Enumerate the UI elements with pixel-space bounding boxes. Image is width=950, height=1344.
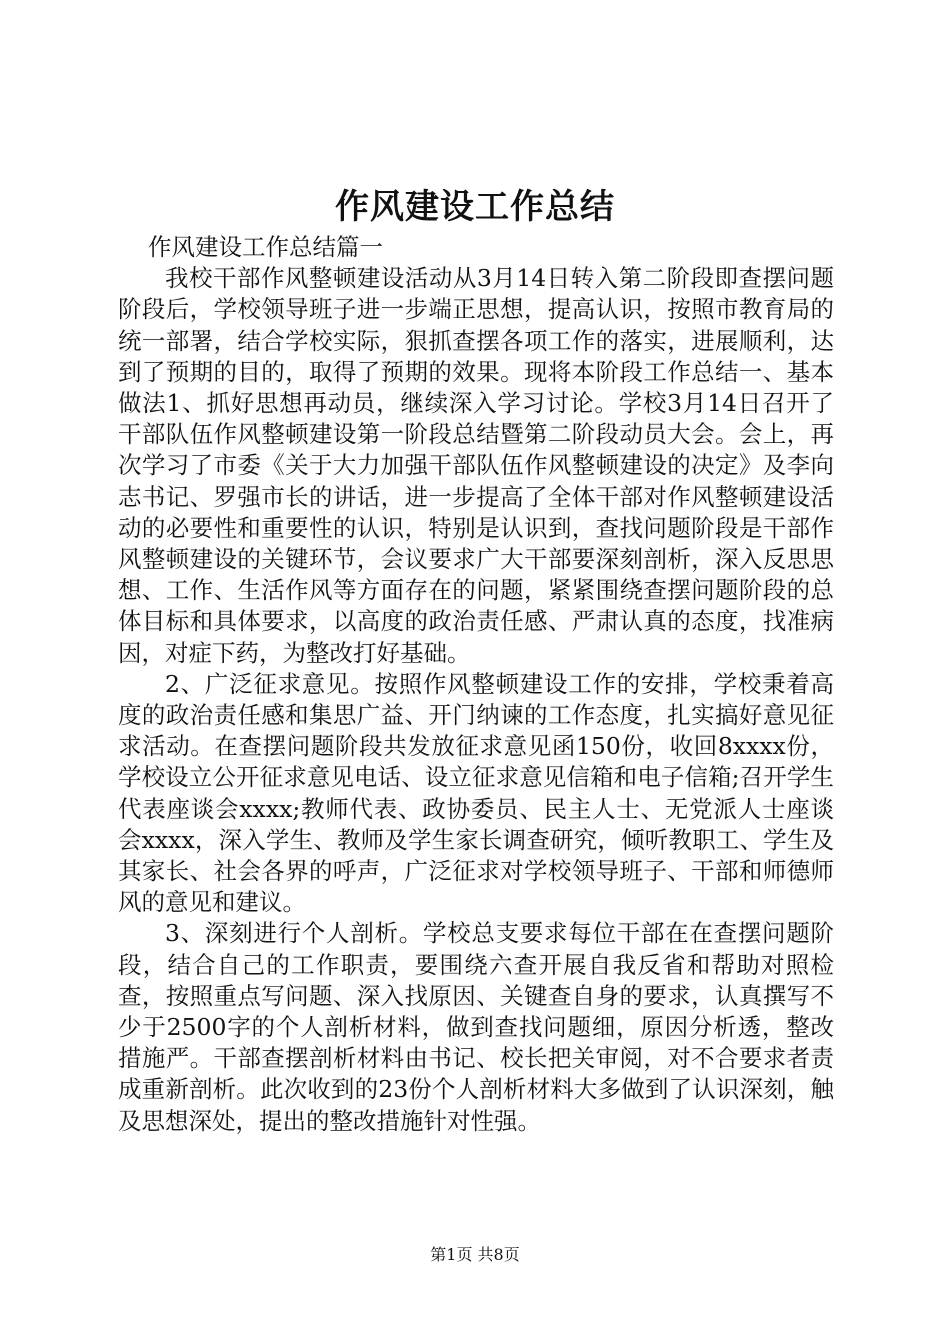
paragraph-2: 2、广泛征求意见。按照作风整顿建设工作的安排，学校秉着高度的政治责任感和集思广益、开门纳谏的工作态度，扎实搞好意见征求活动。在查摆问题阶段共发放征求意见函150份，收回8xxxx份，学校设立公开征求意见电话、设立征求意见信箱和电子信箱;召开学生代表座谈会xxxx;教师代表、政协委员、民主人士、无党派人士座谈会xxxx，深入学生、教师及学生家长调查研究，倾听教职工、学生及其家长、社会各界的呼声，广泛征求对学校领导班子、干部和师德师风的意见和建议。 — [118, 669, 834, 917]
paragraph-3: 3、深刻进行个人剖析。学校总支要求每位干部在在查摆问题阶段，结合自己的工作职责，要围绕六查开展自我反省和帮助对照检查，按照重点写问题、深入找原因、关键查自身的要求，认真撰写不少于2500字的个人剖析材料，做到查找问题细，原因分析透，整改措施严。干部查摆剖析材料由书记、校长把关审阅，对不合要求者责成重新剖析。此次收到的23份个人剖析材料大多做到了认识深刻，触及思想深处，提出的整改措施针对性强。 — [118, 919, 834, 1135]
document-body — [118, 232, 834, 1137]
document-title: 作风建设工作总结 — [335, 187, 615, 227]
section-subtitle: 作风建设工作总结篇一 — [148, 233, 383, 261]
page-footer: 第1页 共8页 — [430, 1245, 520, 1264]
paragraph-1: 我校干部作风整顿建设活动从3月14日转入第二阶段即查摆问题阶段后，学校领导班子进一步端正思想，提高认识，按照市教育局的统一部署，结合学校实际，狠抓查摆各项工作的落实，进展顺利，达到了预期的目的，取得了预期的效果。现将本阶段工作总结一、基本做法1、抓好思想再动员，继续深入学习讨论。学校3月14日召开了干部队伍作风整顿建设第一阶段总结暨第二阶段动员大会。会上，再次学习了市委《关于大力加强干部队伍作风整顿建设的决定》及李向志书记、罗强市长的讲话，进一步提高了全体干部对作风整顿建设活动的必要性和重要性的认识，特别是认识到，查找问题阶段是干部作风整顿建设的关键环节，会议要求广大干部要深刻剖析，深入反思思想、工作、生活作风等方面存在的问题，紧紧围绕查摆问题阶段的总体目标和具体要求，以高度的政治责任感、严肃认真的态度，找准病因，对症下药，为整改打好基础。 — [118, 264, 834, 667]
